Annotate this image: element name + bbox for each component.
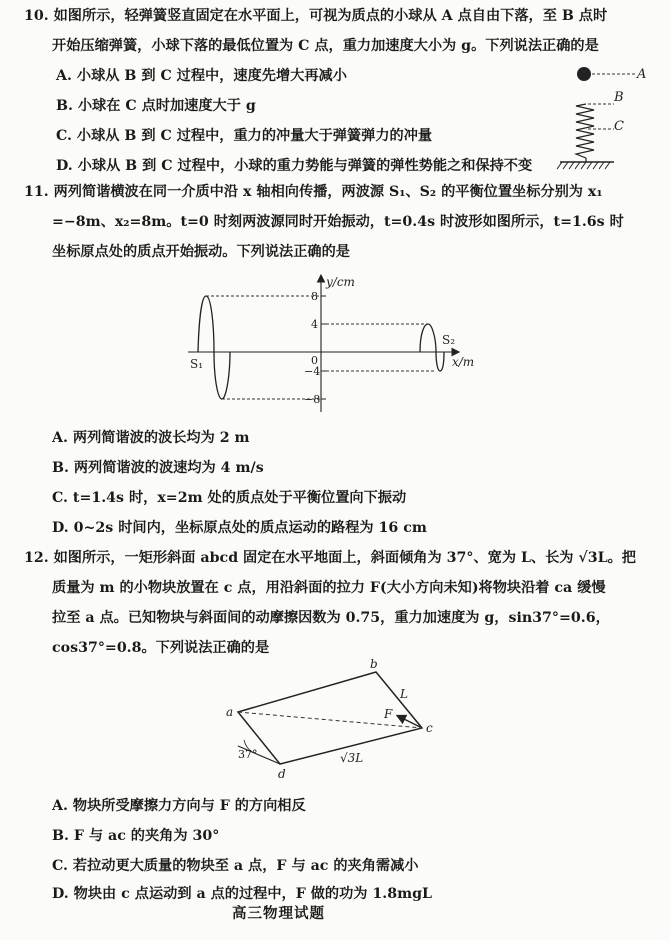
- angle-label: 37°: [238, 748, 258, 761]
- q12-stem-line3: 拉至 a 点。已知物块与斜面间的动摩擦因数为 0.75，重力加速度为 g，sin37°=0.6，: [52, 610, 610, 626]
- incline-surface: [238, 672, 422, 764]
- page-footer: 高三物理试题: [232, 905, 325, 922]
- q12-incline-figure: [210, 658, 450, 788]
- q12-stem-line2: 质量为 m 的小物块放置在 c 点，用沿斜面的拉力 F(大小方向未知)将物块沿着 ca 缓慢: [52, 580, 606, 596]
- vertex-a: a: [226, 705, 234, 719]
- q10-spring-figure: [548, 58, 658, 176]
- q12-option-d: D. 物块由 c 点运动到 a 点的过程中，F 做的功为 1.8mgL: [52, 886, 432, 902]
- s2-label: S₂: [442, 333, 456, 347]
- q10-option-d: D. 小球从 B 到 C 过程中，小球的重力势能与弹簧的弹性势能之和保持不变: [56, 158, 533, 174]
- tick-neg4: −4: [304, 365, 321, 378]
- q12-option-b: B. F 与 ac 的夹角为 30°: [52, 828, 220, 844]
- diagonal-ac: [238, 712, 422, 728]
- q10-stem-line2: 开始压缩弹簧，小球下落的最低位置为 C 点，重力加速度大小为 g。下列说法正确的是: [52, 38, 599, 54]
- q12-option-a: A. 物块所受摩擦力方向与 F 的方向相反: [52, 798, 306, 814]
- q11-option-a: A. 两列简谐波的波长均为 2 m: [52, 430, 250, 446]
- x-axis-label: x/m: [452, 355, 475, 369]
- label-c: C: [614, 119, 624, 134]
- q11-option-c: C. t=1.4s 时，x=2m 处的质点处于平衡位置向下振动: [52, 490, 407, 506]
- q10-option-b: B. 小球在 C 点时加速度大于 g: [56, 98, 256, 114]
- origin-label: 0: [311, 354, 318, 367]
- q11-stem-line1: 11. 两列简谐横波在同一介质中沿 x 轴相向传播，两波源 S₁、S₂ 的平衡位置坐标分别为 x₁: [24, 184, 603, 200]
- label-a: A: [637, 67, 647, 82]
- q11-option-d: D. 0~2s 时间内，坐标原点处的质点运动的路程为 16 cm: [52, 520, 427, 536]
- tick-4: 4: [311, 318, 318, 331]
- ball: [577, 67, 591, 81]
- vertex-d: d: [278, 767, 286, 781]
- q11-option-b: B. 两列简谐波的波速均为 4 m/s: [52, 460, 264, 476]
- q10-stem-line1: 10. 如图所示，轻弹簧竖直固定在水平面上，可视为质点的小球从 A 点自由下落，至 B 点时: [24, 8, 608, 24]
- spring: [576, 104, 594, 158]
- tick-neg8: −8: [304, 393, 321, 406]
- vertex-c: c: [426, 721, 433, 735]
- force-label: F: [384, 707, 393, 721]
- q12-stem-line4: cos37°=0.8。下列说法正确的是: [52, 640, 270, 656]
- q11-stem-line3: 坐标原点处的质点开始振动。下列说法正确的是: [52, 244, 350, 260]
- label-b: B: [614, 90, 624, 105]
- q12-option-c: C. 若拉动更大质量的物块至 a 点，F 与 ac 的夹角需减小: [52, 858, 419, 874]
- s1-label: S₁: [190, 357, 204, 371]
- vertex-b: b: [370, 658, 378, 671]
- wave-s1: [198, 296, 230, 399]
- y-axis-label: y/cm: [326, 275, 355, 289]
- q12-stem-line1: 12. 如图所示，一矩形斜面 abcd 固定在水平地面上，斜面倾角为 37°、宽为 L、长为 √3L。把: [24, 550, 636, 566]
- q11-wave-figure: [180, 272, 480, 420]
- wave-s2: [420, 324, 444, 371]
- q10-option-a: A. 小球从 B 到 C 过程中，速度先增大再减小: [56, 68, 347, 84]
- length-l: L: [400, 687, 408, 701]
- q11-stem-line2: =−8m、x₂=8m。t=0 时刻两波源同时开始振动，t=0.4s 时波形如图所示，t=1.6s 时: [52, 214, 624, 230]
- length-sqrt3l: √3L: [340, 751, 364, 765]
- tick-8: 8: [311, 290, 318, 303]
- q10-option-c: C. 小球从 B 到 C 过程中，重力的冲量大于弹簧弹力的冲量: [56, 128, 433, 144]
